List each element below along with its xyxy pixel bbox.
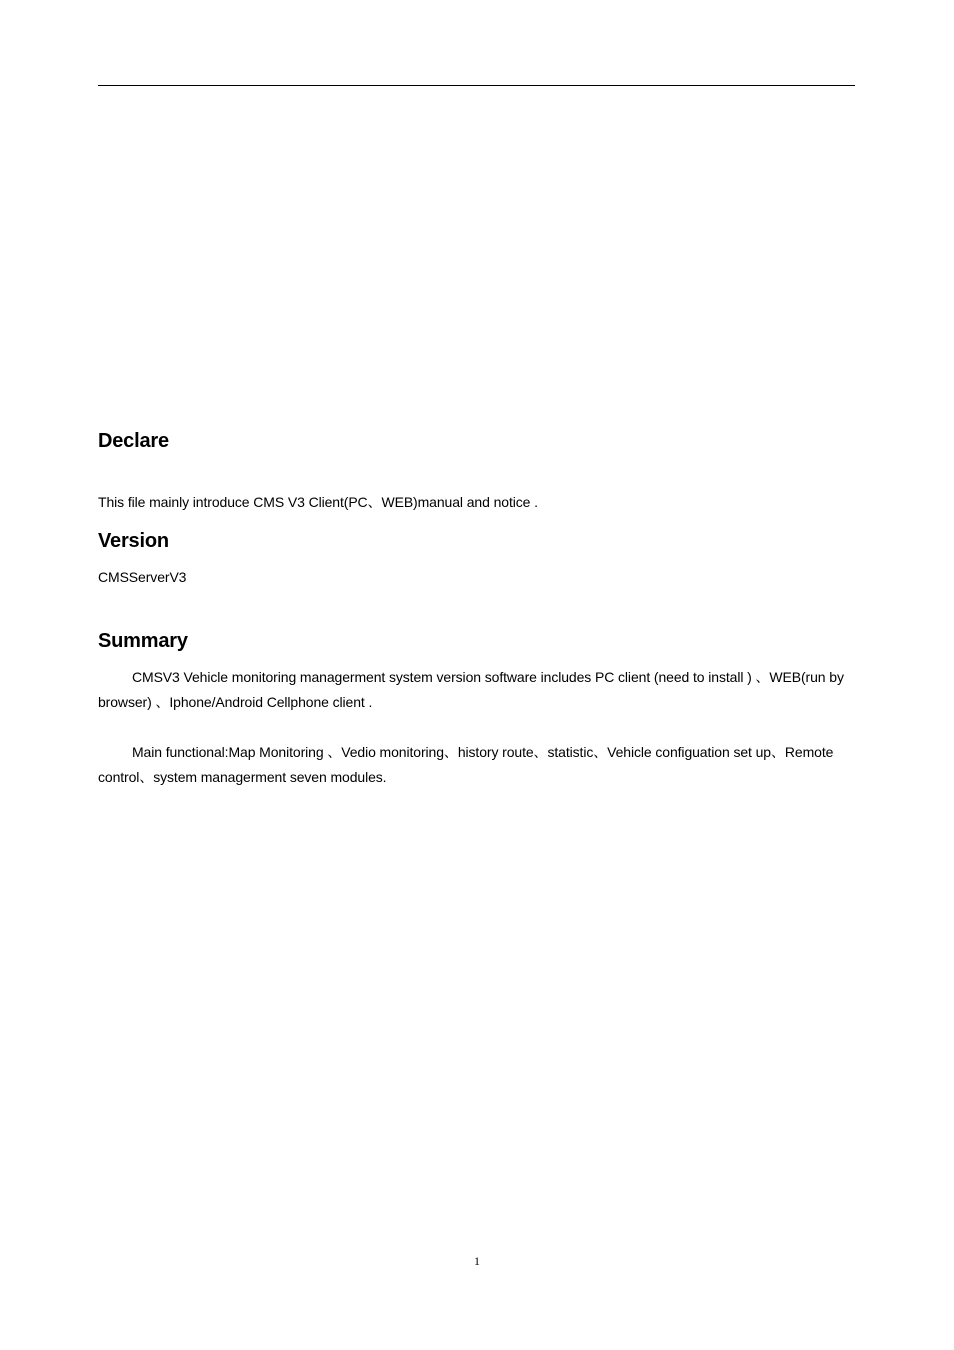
header-rule: [98, 85, 855, 86]
version-heading: Version: [98, 530, 169, 552]
version-text: CMSServerV3: [98, 569, 187, 585]
summary-paragraph-functions: Main functional:Map Monitoring 、Vedio monitoring、history route、statistic、Vehicle configuation set up、Remote control、system managerment seven modules.: [98, 744, 834, 785]
page-number: 1: [474, 1254, 480, 1268]
summary-heading: Summary: [98, 630, 188, 652]
declare-text: This file mainly introduce CMS V3 Client(PC、WEB)manual and notice .: [98, 494, 538, 510]
summary-paragraph-overview: CMSV3 Vehicle monitoring managerment system version software includes PC client (need to install ) 、WEB(run by browser) 、Iphone/Android Cellphone client .: [98, 669, 844, 710]
declare-heading: Declare: [98, 430, 169, 452]
